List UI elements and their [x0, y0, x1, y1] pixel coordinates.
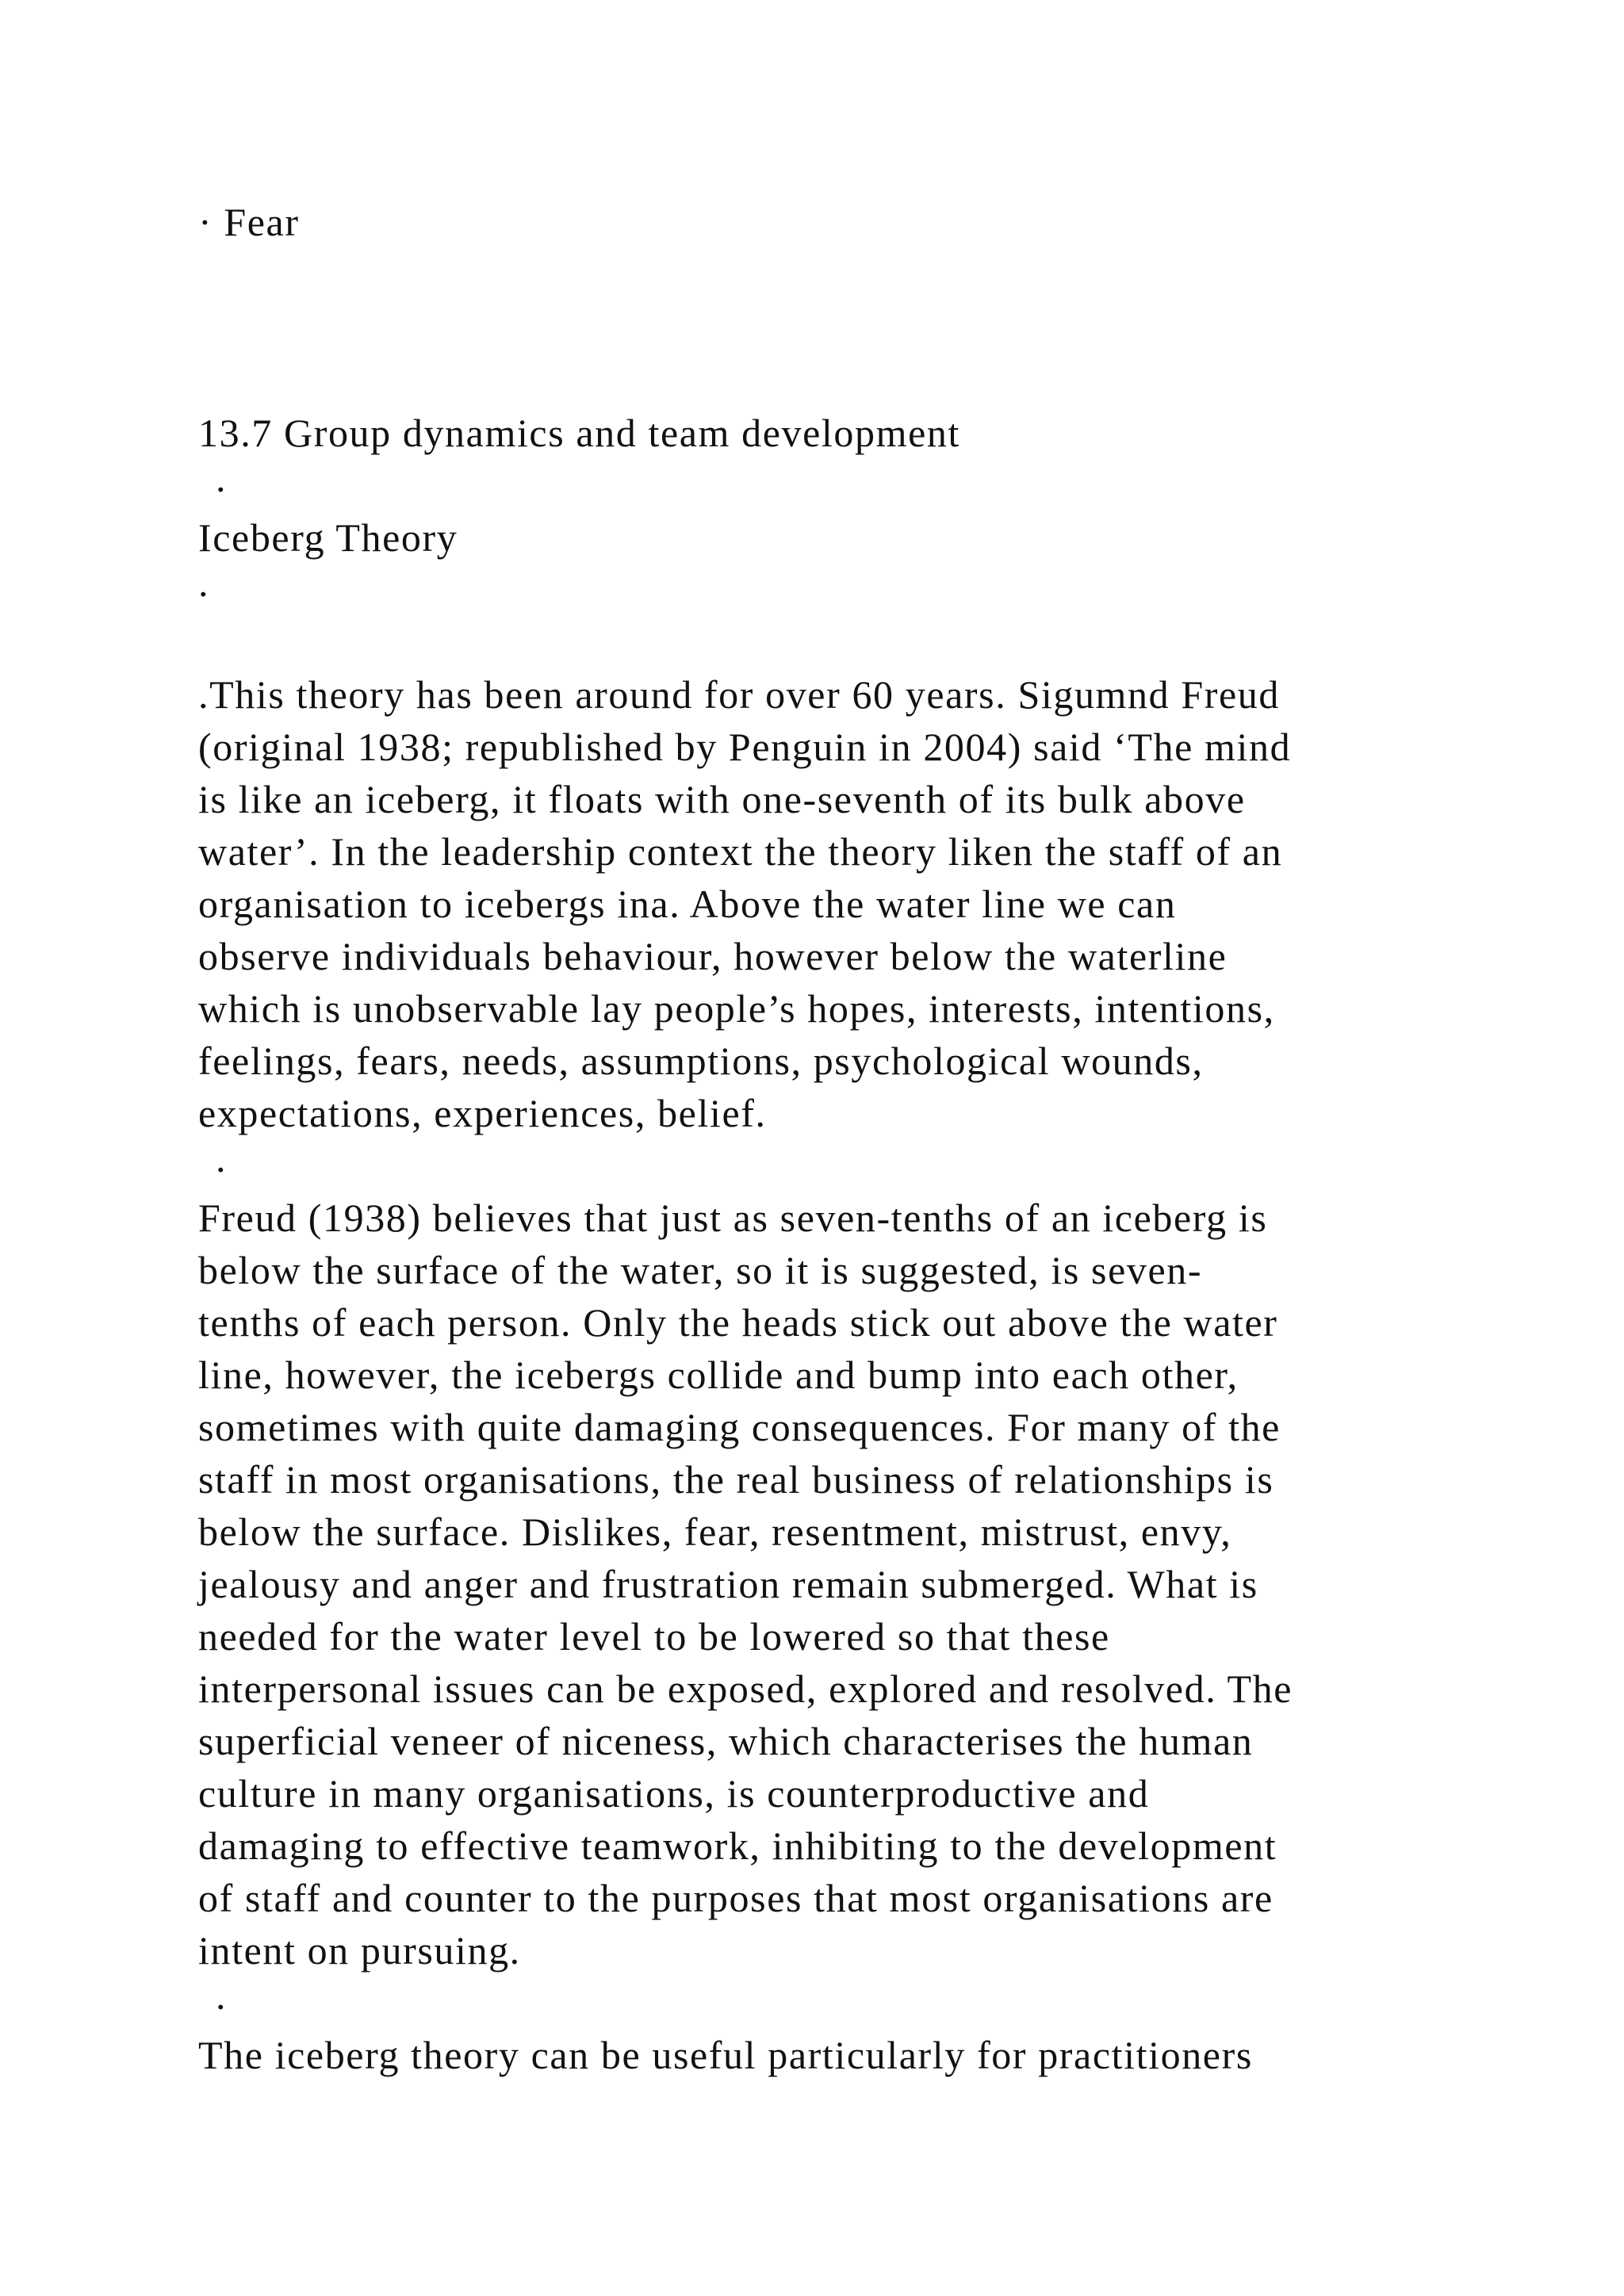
- separator-dot: .: [216, 456, 228, 500]
- paragraph-1-line: organisation to icebergs ina. Above the water line we can: [198, 882, 1177, 926]
- paragraph-2-line: of staff and counter to the purposes that most organisations are: [198, 1876, 1274, 1920]
- paragraph-1-line: (original 1938; republished by Penguin in 2004) said ‘The mind: [198, 725, 1292, 769]
- paragraph-2-line: damaging to effective teamwork, inhibiting to the development: [198, 1823, 1277, 1868]
- paragraph-1-line: observe individuals behaviour, however below the waterline: [198, 934, 1228, 978]
- paragraph-2-line: jealousy and anger and frustration remain submerged. What is: [198, 1562, 1258, 1606]
- paragraph-2-line: culture in many organisations, is counterproductive and: [198, 1771, 1150, 1816]
- subheading: Iceberg Theory: [198, 515, 458, 560]
- paragraph-2-line: tenths of each person. Only the heads stick out above the water: [198, 1300, 1278, 1345]
- paragraph-1-line: is like an iceberg, it floats with one-seventh of its bulk above: [198, 777, 1246, 821]
- paragraph-2-line: below the surface. Dislikes, fear, resentment, mistrust, envy,: [198, 1510, 1232, 1554]
- paragraph-2-line: sometimes with quite damaging consequences. For many of the: [198, 1405, 1281, 1449]
- separator-dot: .: [216, 1136, 228, 1181]
- paragraph-2-line: superficial veneer of niceness, which characterises the human: [198, 1719, 1254, 1763]
- paragraph-2-line: Freud (1938) believes that just as seven-tenths of an iceberg is: [198, 1196, 1268, 1240]
- paragraph-1-line: .This theory has been around for over 60 years. Sigumnd Freud: [198, 672, 1280, 717]
- paragraph-2-line: intent on pursuing.: [198, 1928, 521, 1973]
- paragraph-2-line: line, however, the icebergs collide and bump into each other,: [198, 1353, 1239, 1397]
- paragraph-2-line: below the surface of the water, so it is suggested, is seven-: [198, 1248, 1203, 1292]
- bullet-fear: · Fear: [198, 200, 300, 244]
- paragraph-2-line: needed for the water level to be lowered so that these: [198, 1614, 1110, 1659]
- paragraph-1-line: which is unobservable lay people’s hopes, interests, intentions,: [198, 986, 1275, 1031]
- paragraph-1-line: expectations, experiences, belief.: [198, 1091, 767, 1135]
- separator-dot: .: [198, 561, 210, 605]
- paragraph-2-line: interpersonal issues can be exposed, explored and resolved. The: [198, 1667, 1293, 1711]
- separator-dot: .: [216, 1973, 228, 2018]
- paragraph-3-line: The iceberg theory can be useful particularly for practitioners: [198, 2033, 1253, 2077]
- paragraph-2-line: staff in most organisations, the real business of relationships is: [198, 1457, 1274, 1502]
- section-heading: 13.7 Group dynamics and team development: [198, 411, 960, 455]
- paragraph-1-line: water’. In the leadership context the theory liken the staff of an: [198, 829, 1283, 874]
- paragraph-1-line: feelings, fears, needs, assumptions, psychological wounds,: [198, 1039, 1204, 1083]
